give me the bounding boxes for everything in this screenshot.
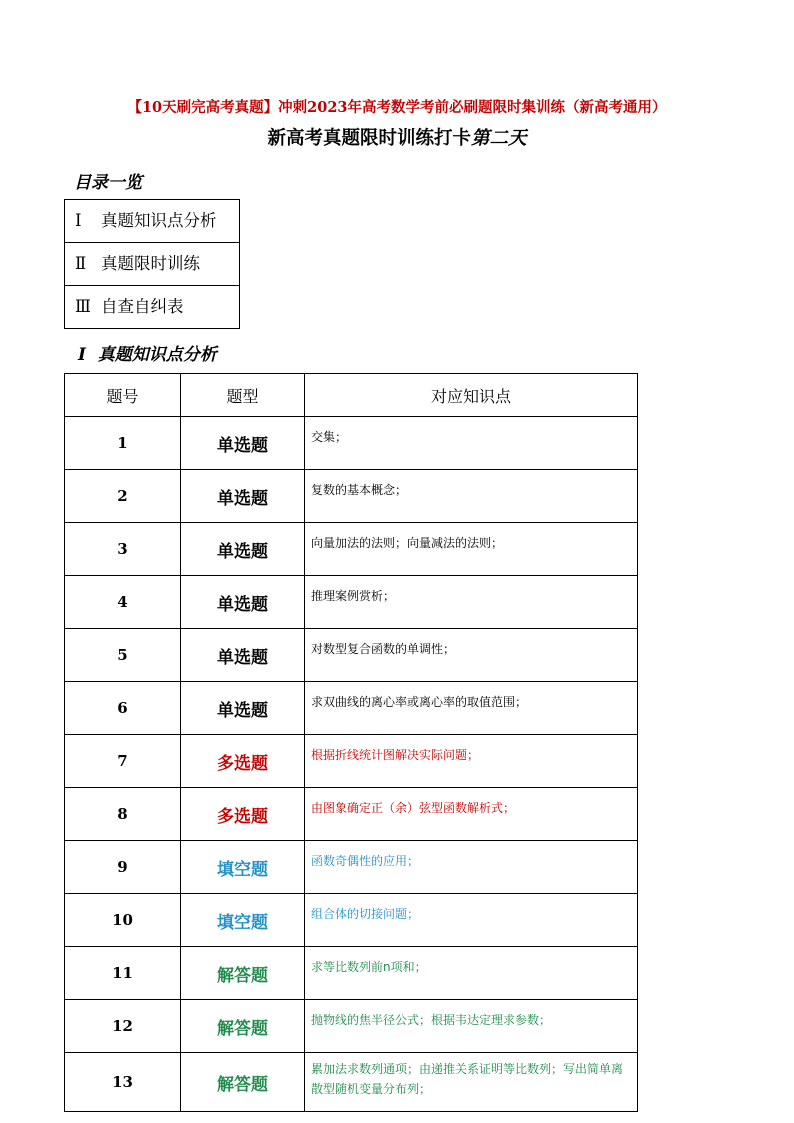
question-number: 8	[65, 788, 181, 841]
question-type: 单选题	[181, 682, 305, 735]
table-header-row	[65, 374, 638, 417]
toc-item-number: Ⅲ	[75, 297, 91, 316]
toc-item-label: 自查自纠表	[101, 297, 184, 316]
section-heading	[78, 340, 217, 365]
knowledge-point: 推理案例赏析；	[305, 576, 638, 629]
table-row	[65, 735, 638, 788]
knowledge-point: 由图象确定正（余）弦型函数解析式；	[305, 788, 638, 841]
document-header: 【10天刷完高考真题】冲刺2023年高考数学考前必刷题限时集训练（新高考通用）	[127, 99, 667, 116]
knowledge-point: 根据折线统计图解决实际问题；	[305, 735, 638, 788]
toc-item	[65, 200, 239, 242]
table-row	[65, 629, 638, 682]
table-body	[65, 417, 638, 1112]
table-row	[65, 417, 638, 470]
table-row	[65, 682, 638, 735]
question-number: 11	[65, 947, 181, 1000]
toc-heading: 目录一览	[74, 173, 142, 193]
table-row	[65, 894, 638, 947]
question-type: 填空题	[181, 841, 305, 894]
knowledge-point: 函数奇偶性的应用；	[305, 841, 638, 894]
question-number: 6	[65, 682, 181, 735]
toc-item-number: Ⅰ	[75, 211, 82, 230]
question-type: 解答题	[181, 947, 305, 1000]
question-type: 单选题	[181, 629, 305, 682]
question-type: 单选题	[181, 523, 305, 576]
section-number: Ⅰ	[78, 345, 86, 365]
knowledge-point: 复数的基本概念；	[305, 470, 638, 523]
table-row	[65, 576, 638, 629]
title-main: 新高考真题限时训练打卡	[267, 128, 471, 149]
question-number: 10	[65, 894, 181, 947]
knowledge-point: 求等比数列前n项和；	[305, 947, 638, 1000]
knowledge-point: 向量加法的法则；向量减法的法则；	[305, 523, 638, 576]
question-number: 5	[65, 629, 181, 682]
toc-item	[65, 242, 239, 285]
knowledge-point: 交集；	[305, 417, 638, 470]
title-emphasis: 第二天	[471, 128, 527, 149]
knowledge-point: 求双曲线的离心率或离心率的取值范围；	[305, 682, 638, 735]
question-number: 13	[65, 1053, 181, 1112]
question-number: 1	[65, 417, 181, 470]
question-number: 7	[65, 735, 181, 788]
question-number: 4	[65, 576, 181, 629]
column-header-number: 题号	[65, 374, 181, 417]
question-type: 填空题	[181, 894, 305, 947]
knowledge-point: 抛物线的焦半径公式；根据韦达定理求参数；	[305, 1000, 638, 1053]
question-type: 多选题	[181, 735, 305, 788]
toc-item-number: Ⅱ	[75, 254, 87, 273]
table-row	[65, 947, 638, 1000]
page-title	[0, 124, 794, 150]
table-row	[65, 841, 638, 894]
table-row	[65, 470, 638, 523]
question-number: 9	[65, 841, 181, 894]
table-row	[65, 1053, 638, 1112]
knowledge-point: 对数型复合函数的单调性；	[305, 629, 638, 682]
question-number: 3	[65, 523, 181, 576]
table-row	[65, 788, 638, 841]
knowledge-point-table	[64, 373, 638, 1112]
knowledge-point: 组合体的切接问题；	[305, 894, 638, 947]
section-label: 真题知识点分析	[97, 345, 217, 365]
question-number: 2	[65, 470, 181, 523]
table-row	[65, 523, 638, 576]
toc-box	[64, 199, 240, 329]
column-header-knowledge-point: 对应知识点	[305, 374, 638, 417]
question-type: 单选题	[181, 417, 305, 470]
column-header-type: 题型	[181, 374, 305, 417]
toc-item	[65, 285, 239, 328]
toc-item-label: 真题限时训练	[101, 254, 200, 273]
question-type: 解答题	[181, 1000, 305, 1053]
question-type: 解答题	[181, 1053, 305, 1112]
question-type: 多选题	[181, 788, 305, 841]
toc-item-label: 真题知识点分析	[101, 211, 217, 230]
question-type: 单选题	[181, 576, 305, 629]
question-number: 12	[65, 1000, 181, 1053]
table-row	[65, 1000, 638, 1053]
knowledge-point: 累加法求数列通项；由递推关系证明等比数列；写出简单离散型随机变量分布列；	[305, 1053, 638, 1112]
question-type: 单选题	[181, 470, 305, 523]
